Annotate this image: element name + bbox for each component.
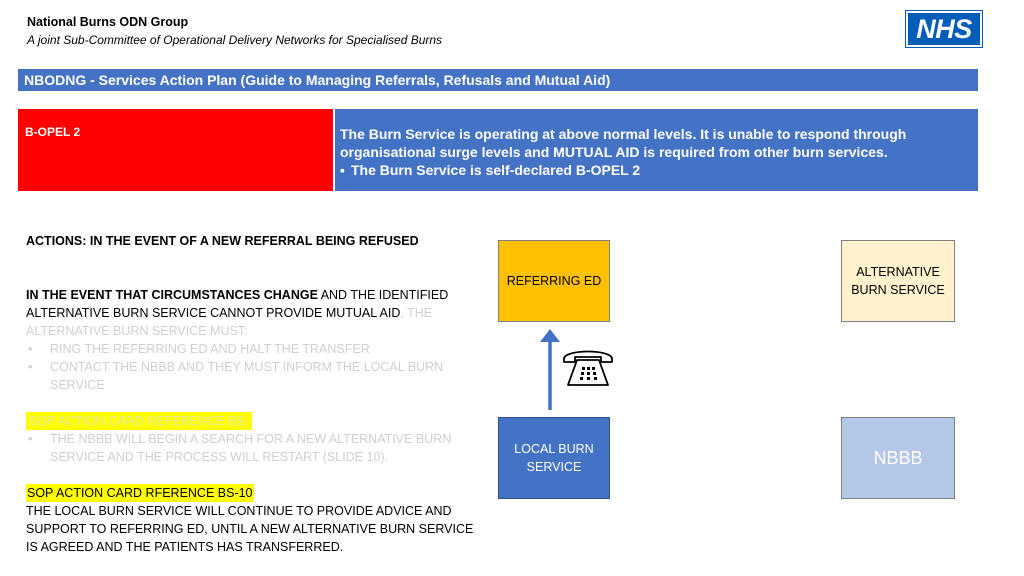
nhs-logo: NHS: [906, 11, 982, 47]
actions-panel: [26, 232, 486, 556]
status-bullet-text: The Burn Service is self-declared B-OPEL 2: [350, 162, 641, 178]
org-name: National Burns ODN Group: [27, 15, 189, 29]
list-item: • CONTACT THE NBBB AND THEY MUST INFORM THE LOCAL BURN SERVICE: [26, 358, 486, 394]
status-badge: [18, 109, 333, 191]
nbbb-box: [841, 417, 955, 499]
alternative-must-text: , THE ALTERNATIVE BURN SERVICE MUST:: [26, 306, 433, 338]
status-bullet: [340, 161, 978, 179]
page-title: NBODNG - Services Action Plan (Guide to Managing Referrals, Refusals and Mutual Aid): [18, 69, 978, 91]
status-description-text: The Burn Service is operating at above normal levels. It is unable to respond through organisational surge levels and MUTUAL AID is required from other burn services.: [340, 126, 907, 160]
referring-ed-box: [498, 240, 610, 322]
local-burn-service-box: [498, 417, 610, 499]
actions-paragraph-2: THE LOCAL BURN SERVICE WILL CONTINUE TO PROVIDE ADVICE AND SUPPORT TO REFERRING ED, UNTIL A NEW ALTERNATIVE BURN SERVICE IS AGREED AND THE PATIENTS HAS TRANSFERRED.: [26, 504, 474, 554]
list-item: • RING THE REFERRING ED AND HALT THE TRANSFER: [26, 340, 486, 358]
alternative-burn-service-box: [841, 240, 955, 322]
list-item: • THE NBBB WILL BEGIN A SEARCH FOR A NEW ALTERNATIVE BURN SERVICE AND THE PROCESS WILL RESTART (SLIDE 10).: [26, 430, 486, 466]
sop-reference-1: SOP ACTION CARD REFERENCE BS-: [26, 412, 252, 430]
actions-list-1: [26, 340, 486, 394]
status-level: B-OPEL 2: [25, 125, 81, 139]
actions-paragraph-1: [26, 286, 486, 340]
org-subtitle: A joint Sub-Committee of Operational Delivery Networks for Specialised Burns: [27, 33, 443, 47]
referring-ed-label: REFERRING ED: [506, 274, 602, 288]
sop-reference-2: SOP ACTION CARD RFERENCE BS-10: [27, 486, 253, 500]
alternative-burn-service-label: ALTERNATIVE BURN SERVICE: [851, 265, 945, 297]
actions-list-2: [26, 430, 486, 466]
circumstances-change-text: IN THE EVENT THAT CIRCUMSTANCES CHANGE: [26, 288, 318, 302]
local-burn-service-label: LOCAL BURN SERVICE: [514, 442, 594, 474]
telephone-icon: [560, 343, 616, 389]
actions-heading: ACTIONS: IN THE EVENT OF A NEW REFERRAL BEING REFUSED: [26, 234, 419, 248]
status-description: [335, 109, 978, 191]
mutual-aid-text: AND THE IDENTIFIED ALTERNATIVE BURN SERVICE CANNOT PROVIDE MUTUAL AID: [26, 288, 449, 320]
nbbb-label: NBBB: [873, 448, 923, 468]
